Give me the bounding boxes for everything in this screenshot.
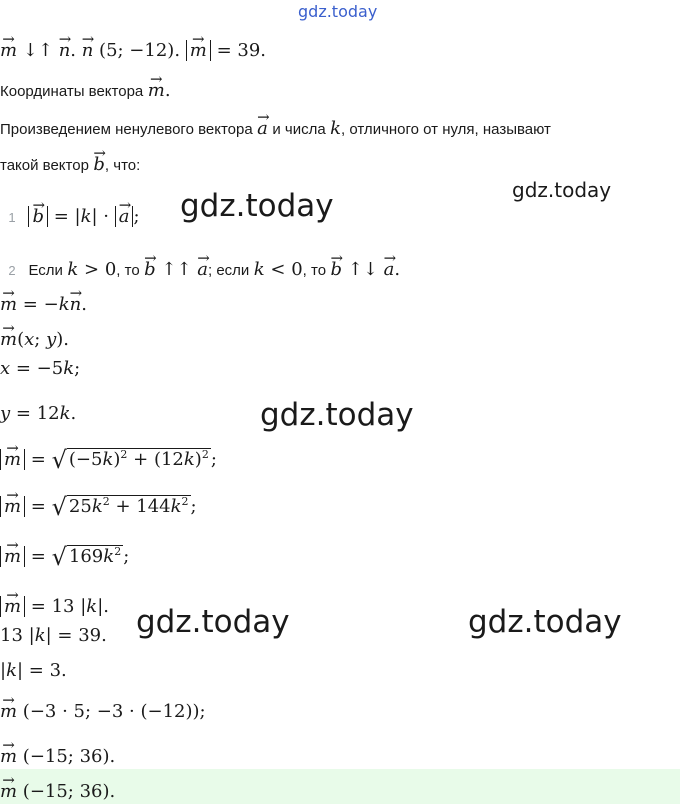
eq-abs-sqrt-1: → m = √ $(-5k)^2 + (12k)^2$ ; [0, 443, 217, 471]
watermark-right: gdz.today [512, 178, 612, 202]
eq-k-3: |k| = 3. [0, 660, 67, 681]
eq-abs-sqrt-3: → m = √ $169k^2$ ; [0, 540, 129, 568]
coords-line: Координаты вектора → m. [0, 74, 171, 103]
eq-m-kn: → m = −k→ n. [0, 288, 87, 316]
list-item-2: 2 Если k > 0, то → b ↑↑ → a; если k < 0, то → b ↑↓ → a. [0, 253, 400, 282]
coords-label: Координаты вектора [0, 83, 144, 100]
list-item-1: 1 → b = |k| · → a ; [0, 200, 140, 229]
given-line: → m ↓↑ → n. → n (5; −12). → m = 39. [0, 34, 266, 62]
watermark-bottom-right: gdz.today [468, 604, 622, 640]
eq-m-xy: → m(x; y). [0, 323, 69, 351]
eq-abs-13k: → m = 13 |k|. [0, 590, 109, 618]
answer-line: → m (−15; 36). [0, 775, 115, 803]
eq-13k-39: 13 |k| = 39. [0, 625, 107, 646]
eq-abs-sqrt-2: → m = √ $25k^2 + 144k^2$ ; [0, 490, 197, 518]
definition-line-2: такой вектор → b, что: [0, 148, 140, 177]
eq-x: x = −5k; [0, 358, 81, 379]
watermark-top: gdz.today [298, 2, 378, 21]
watermark-bottom-left: gdz.today [136, 604, 290, 640]
watermark-mid: gdz.today [260, 397, 414, 433]
eq-m-calc: → m (−3 · 5; −3 · (−12)); [0, 695, 206, 723]
eq-m-result: → m (−15; 36). [0, 740, 115, 768]
eq-y: y = 12k. [0, 403, 77, 424]
definition-line-1: Произведением ненулевого вектора → a и числа k, отличного от нуля, называют [0, 112, 551, 141]
watermark-inline: gdz.today [180, 188, 334, 224]
